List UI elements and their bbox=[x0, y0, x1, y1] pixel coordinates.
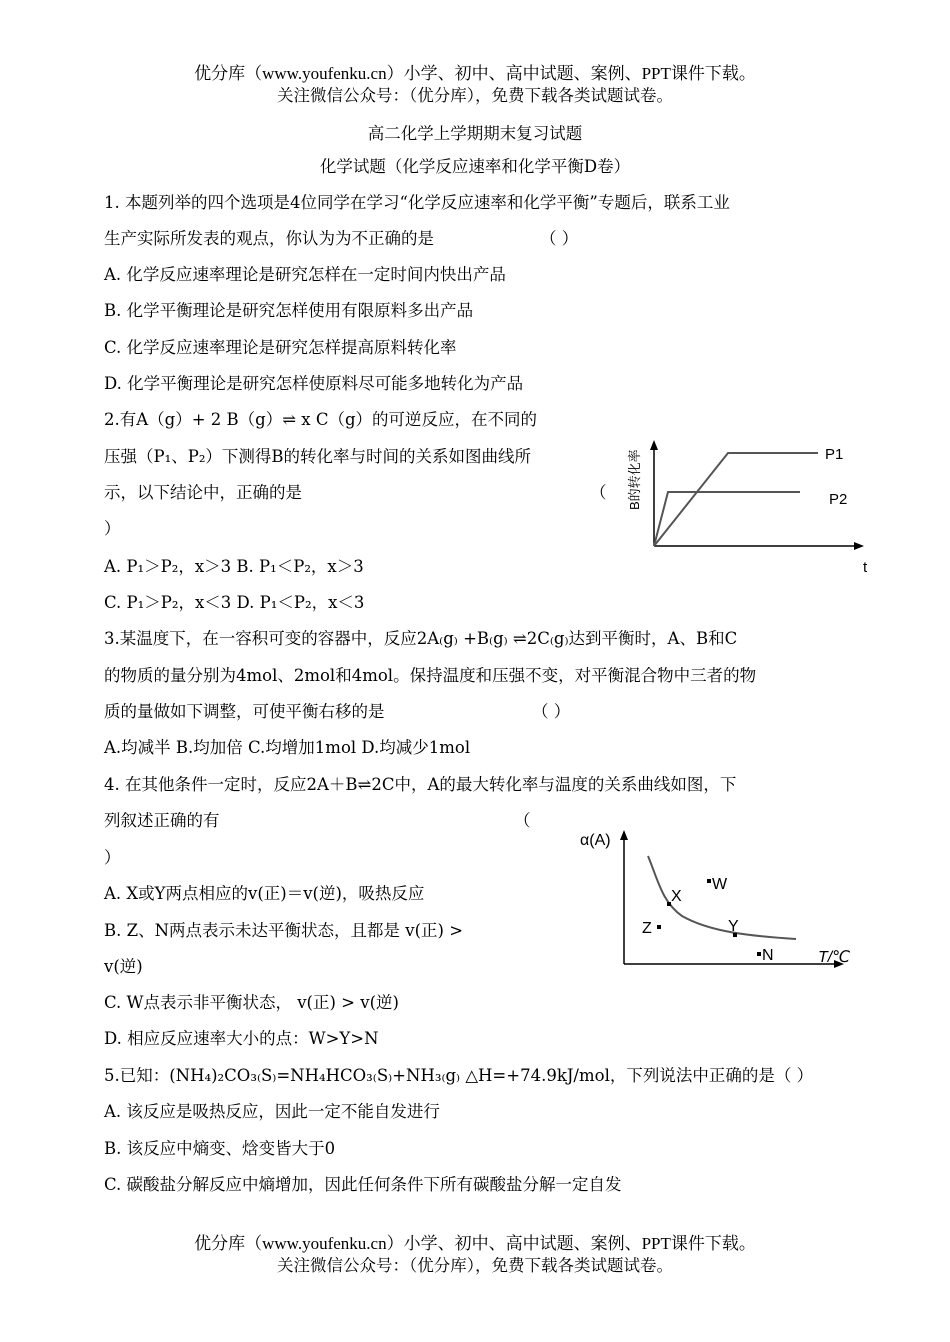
q1-option-d: D. 化学平衡理论是研究怎样使原料尽可能多地转化为产品 bbox=[104, 374, 524, 393]
q4-y-arrow bbox=[620, 830, 628, 840]
q1-stem-line1: 1. 本题列举的四个选项是4位同学在学习“化学反应速率和化学平衡”专题后，联系工业 bbox=[104, 193, 730, 212]
page-subtitle: 化学试题（化学反应速率和化学平衡D卷） bbox=[319, 157, 631, 176]
header-line-2: 关注微信公众号：（优分库），免费下载各类试题试卷。 bbox=[277, 86, 673, 105]
q3-options: A.均减半 B.均加倍 C.均增加1mol D.均减少1mol bbox=[104, 738, 471, 757]
q4-option-d: D. 相应反应速率大小的点：W>Y>N bbox=[104, 1029, 379, 1048]
q4-stem-line2: 列叙述正确的有 bbox=[104, 811, 220, 830]
q3-stem-line1: 3.某温度下，在一容积可变的容器中，反应2A₍g₎ +B₍g₎ ⇌2C₍g₎达到平衡时，A、B和C bbox=[104, 629, 738, 648]
q2-y-arrow bbox=[650, 440, 658, 450]
footer-line-2: 关注微信公众号：（优分库），免费下载各类试题试卷。 bbox=[277, 1256, 673, 1275]
q5-option-a: A. 该反应是吸热反应，因此一定不能自发进行 bbox=[104, 1102, 440, 1121]
q1-option-b: B. 化学平衡理论是研究怎样使用有限原料多出产品 bbox=[104, 301, 474, 320]
q2-x-label: t bbox=[863, 559, 868, 576]
header-line-1: 优分库（www.youfenku.cn）小学、初中、高中试题、案例、PPT课件下载。 bbox=[194, 64, 756, 83]
q2-paren-close: ） bbox=[104, 519, 121, 538]
q2-stem-line1: 2.有A（g）+ 2 B（g）⇌ x C（g）的可逆反应，在不同的 bbox=[104, 410, 538, 429]
q1-option-a: A. 化学反应速率理论是研究怎样在一定时间内快出产品 bbox=[104, 265, 506, 284]
q1-stem-line2: 生产实际所发表的观点，你认为为不正确的是 bbox=[104, 229, 434, 248]
q4-point-w bbox=[707, 879, 711, 883]
q4-y-label: α(A) bbox=[580, 832, 611, 849]
q4-point-z bbox=[657, 925, 661, 929]
q4-paren-close: ） bbox=[104, 848, 121, 867]
q5-option-c: C. 碳酸盐分解反应中熵增加，因此任何条件下所有碳酸盐分解一定自发 bbox=[104, 1175, 622, 1194]
q4-option-b-line2: v(逆) bbox=[104, 957, 143, 976]
q4-label-y: Y bbox=[728, 918, 739, 935]
q4-label-z: Z bbox=[642, 920, 652, 937]
q4-x-label: T/℃ bbox=[818, 949, 851, 966]
q2-stem-line3: 示，以下结论中，正确的是 bbox=[104, 483, 302, 502]
q2-conversion-graph bbox=[618, 436, 888, 581]
q2-options-ab: A. P₁＞P₂，x＞3 B. P₁＜P₂，x＞3 bbox=[104, 557, 364, 576]
q1-option-c: C. 化学反应速率理论是研究怎样提高原料转化率 bbox=[104, 338, 457, 357]
q3-answer-paren: （ ） bbox=[532, 702, 571, 721]
q4-stem-line1: 4. 在其他条件一定时，反应2A＋B⇌2C中，A的最大转化率与温度的关系曲线如图，下 bbox=[104, 775, 737, 794]
q5-option-b: B. 该反应中熵变、焓变皆大于0 bbox=[104, 1139, 336, 1158]
q4-point-n bbox=[757, 952, 761, 956]
q2-stem-line2: 压强（P₁、P₂）下测得B的转化率与时间的关系如图曲线所 bbox=[104, 447, 532, 466]
q2-x-arrow bbox=[854, 542, 864, 550]
q2-label-p2: P2 bbox=[829, 491, 848, 508]
q4-temperature-graph bbox=[570, 822, 855, 970]
q2-options-cd: C. P₁＞P₂，x＜3 D. P₁＜P₂，x＜3 bbox=[104, 593, 365, 612]
q4-label-w: W bbox=[712, 876, 728, 893]
q5-stem: 5.已知：(NH₄)₂CO₃₍S₎=NH₄HCO₃₍S₎+NH₃₍g₎ △H=+74.9kJ/mol，下列说法中正确的是（ ） bbox=[104, 1066, 814, 1085]
q2-y-label: B的转化率 bbox=[627, 449, 642, 510]
q2-label-p1: P1 bbox=[825, 446, 844, 463]
q4-label-x: X bbox=[671, 888, 682, 905]
q4-paren-open: （ bbox=[514, 811, 531, 830]
q3-stem-line3: 质的量做如下调整，可使平衡右移的是 bbox=[104, 702, 385, 721]
q1-answer-paren: （ ） bbox=[540, 229, 579, 248]
q2-paren-open: （ bbox=[590, 483, 607, 502]
footer-line-1: 优分库（www.youfenku.cn）小学、初中、高中试题、案例、PPT课件下载。 bbox=[194, 1234, 756, 1253]
q4-option-b-line1: B. Z、N两点表示未达平衡状态，且都是 v(正) > bbox=[104, 921, 464, 940]
q4-option-c: C. W点表示非平衡状态， v(正) > v(逆) bbox=[104, 993, 399, 1012]
page-title: 高二化学上学期期末复习试题 bbox=[367, 124, 583, 143]
q4-option-a: A. X或Y两点相应的v(正)＝v(逆)，吸热反应 bbox=[104, 884, 425, 903]
q2-curve-p1 bbox=[654, 453, 818, 546]
q3-stem-line2: 的物质的量分别为4mol、2mol和4mol。保持温度和压强不变，对平衡混合物中三者的物 bbox=[104, 666, 757, 685]
q4-label-n: N bbox=[762, 947, 774, 964]
